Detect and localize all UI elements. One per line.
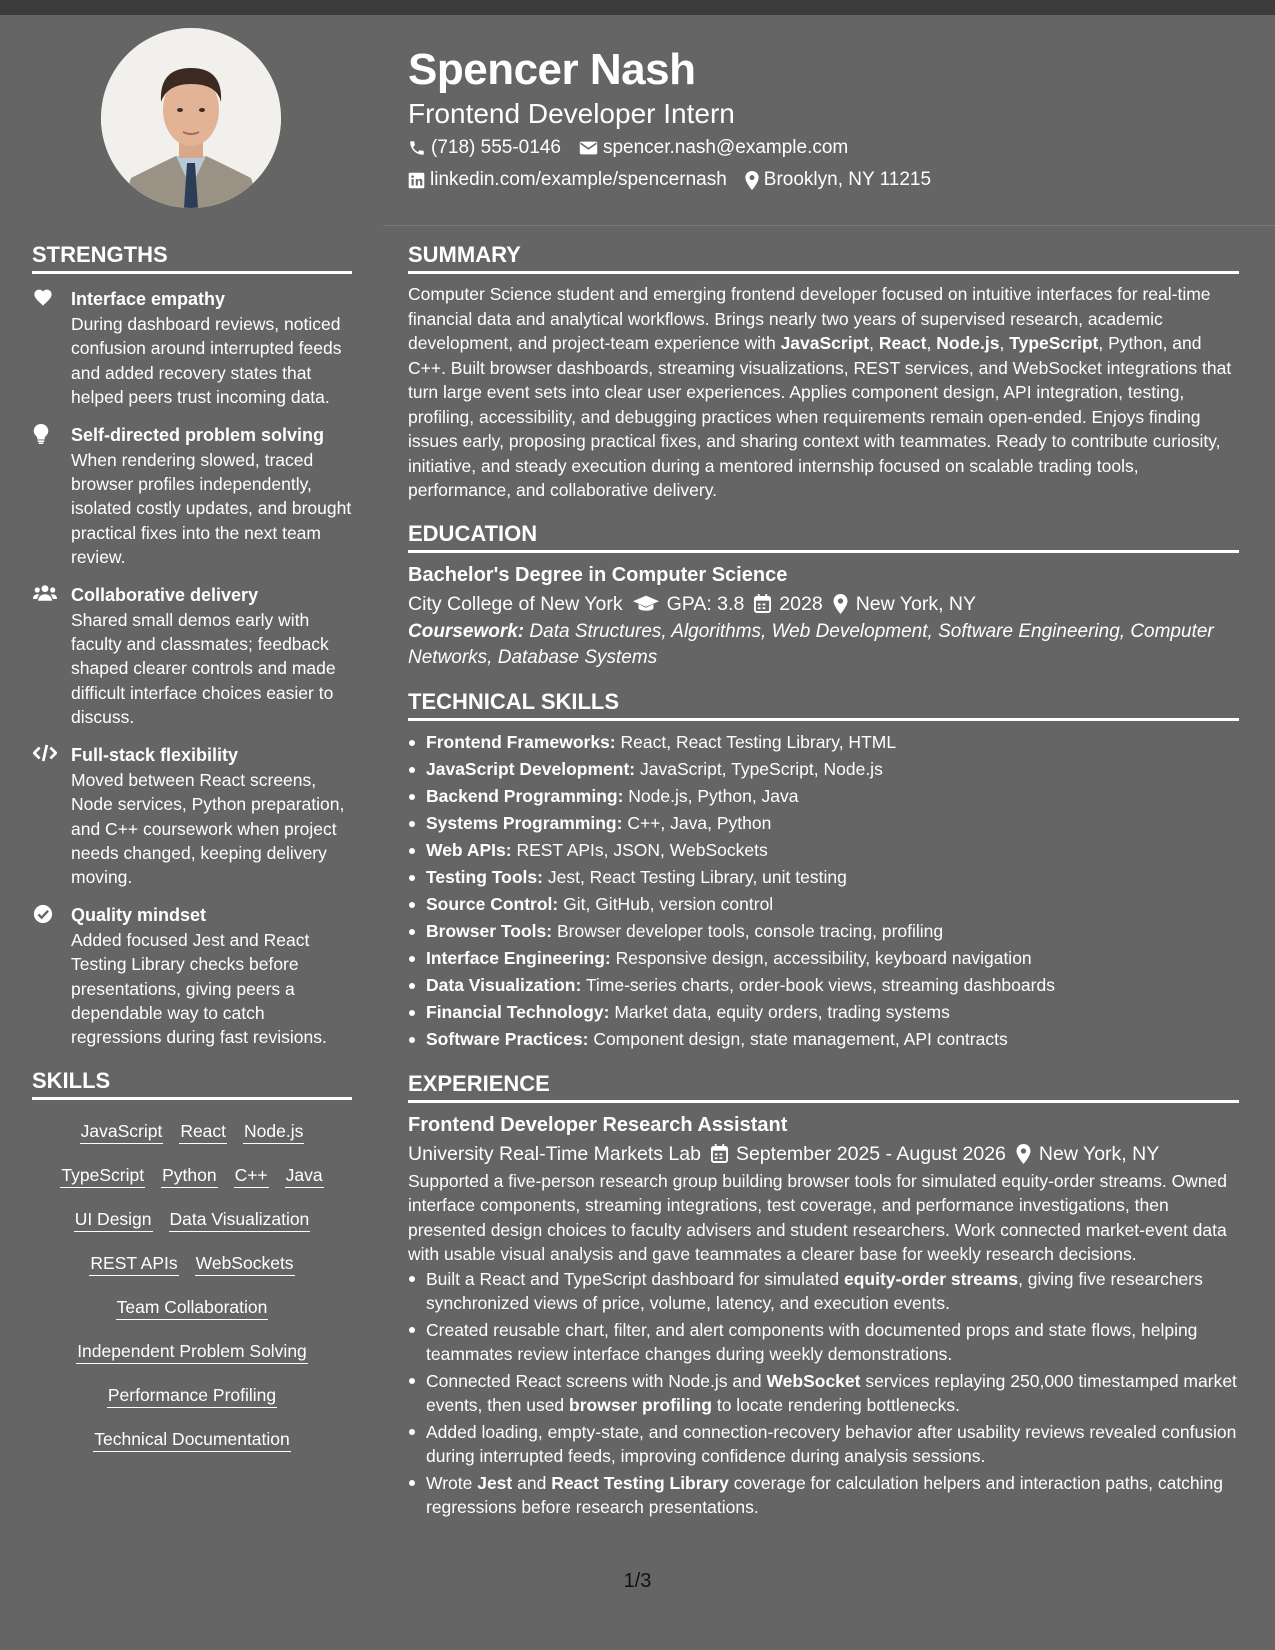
coursework: [408, 619, 1239, 671]
lightbulb-icon: [33, 424, 49, 444]
phone-icon: [408, 139, 426, 157]
skill-chip: Python: [161, 1163, 217, 1188]
skills-section: [32, 1066, 352, 1464]
job-org: University Real-Time Markets Lab: [408, 1142, 701, 1165]
list-item: Data Visualization: Time-series charts, order-book views, streaming dashboards: [408, 972, 1239, 999]
linkedin-icon: [408, 172, 425, 189]
strength-desc: Added focused Jest and React Testing Library checks before presentations, giving peers a dependable way to catch regressions during fast revisions.: [71, 929, 327, 1048]
map-pin-icon: [745, 171, 759, 190]
top-bar: [0, 0, 1275, 15]
list-item: Web APIs: REST APIs, JSON, WebSockets: [408, 837, 1239, 864]
coursework-list: Data Structures, Algorithms, Web Development, Software Engineering, Computer Networks, Database Systems: [408, 620, 1214, 668]
education-meta: [408, 589, 1239, 619]
experience-section: [408, 1069, 1239, 1520]
list-item: Systems Programming: C++, Java, Python: [408, 810, 1239, 837]
strength-item: [32, 742, 352, 890]
skill-chip: JavaScript: [80, 1119, 164, 1144]
strength-title: Self-directed problem solving: [71, 424, 325, 445]
summary-text: Computer Science student and emerging frontend developer focused on intuitive interfaces for real-time financial data and analytical workflows. Brings nearly two years of supervised research, academic development, and project-team experience with JavaScript, React, Node.js, TypeScript, Python, and C++. Built browser dashboards, streaming visualizations, REST services, and WebSocket integrations that turn large event sets into clear user experiences. Applies component design, API integration, testing, profiling, accessibility, and debugging practices when requirements remain open-ended. Enjoys finding issues early, proposing practical fixes, and sharing context with teammates. Ready to contribute curiosity, initiative, and steady execution during a mentored internship focused on scalable trading tools, performance, and collaborative delivery.: [408, 284, 1232, 500]
location-item: [745, 164, 931, 196]
strengths-title: STRENGTHS: [32, 240, 352, 274]
graduation-cap-icon: [633, 595, 659, 613]
skill-chip: REST APIs: [89, 1251, 178, 1276]
calendar-icon: [754, 594, 771, 613]
main-content: [408, 240, 1239, 1536]
list-item: Source Control: Git, GitHub, version control: [408, 891, 1239, 918]
strength-title: Quality mindset: [71, 904, 207, 925]
location-text: Brooklyn, NY 11215: [763, 169, 932, 190]
strength-title: Collaborative delivery: [71, 584, 259, 605]
list-item: Backend Programming: Node.js, Python, Java: [408, 783, 1239, 810]
list-item: Added loading, empty-state, and connection-recovery behavior after usability reviews revealed confusion during interrupted feeds, improving confidence during analysis sessions.: [408, 1420, 1239, 1469]
strength-desc: Shared small demos early with faculty and classmates; feedback shaped clearer controls and made difficult interface choices easier to discuss.: [71, 609, 336, 728]
list-item: Created reusable chart, filter, and alert components with documented props and state flows, helping teammates review interface changes during weekly demonstrations.: [408, 1318, 1239, 1367]
list-item: Software Practices: Component design, state management, API contracts: [408, 1026, 1239, 1053]
skill-chip: UI Design: [74, 1207, 153, 1232]
strength-item: [32, 902, 352, 1050]
strength-title: Full-stack flexibility: [71, 744, 239, 765]
summary-section: [408, 240, 1239, 503]
candidate-role: Frontend Developer Intern: [408, 98, 735, 129]
degree-title: Bachelor's Degree in Computer Science: [408, 563, 788, 586]
grad-year: 2028: [779, 592, 823, 615]
skill-chip: Node.js: [243, 1119, 304, 1144]
list-item: Interface Engineering: Responsive design, accessibility, keyboard navigation: [408, 945, 1239, 972]
technical-skills-list: [408, 729, 1239, 1053]
strength-item: [32, 286, 352, 410]
job-title: Frontend Developer Research Assistant: [408, 1113, 788, 1136]
header-divider: [383, 225, 1275, 226]
list-item: Connected React screens with Node.js and WebSocket services replaying 250,000 timestamped market events, then used browser profiling to locate rendering bottlenecks.: [408, 1369, 1239, 1418]
email-item[interactable]: [579, 132, 848, 164]
strength-title: Interface empathy: [71, 289, 226, 309]
code-icon: [33, 744, 57, 762]
list-item: Frontend Frameworks: React, React Testing Library, HTML: [408, 729, 1239, 756]
experience-bullets: [408, 1267, 1239, 1520]
strength-desc: Moved between React screens, Node services, Python preparation, and C++ coursework when project needs changed, keeping delivery moving.: [71, 769, 345, 888]
sidebar: [32, 240, 352, 1464]
job-dates: September 2025 - August 2026: [735, 1142, 1006, 1165]
strength-item: [32, 582, 352, 730]
linkedin-text: linkedin.com/example/spencernash: [430, 169, 727, 190]
candidate-name: Spencer Nash: [408, 45, 696, 94]
coursework-label: Coursework:: [408, 620, 525, 642]
heart-icon: [33, 288, 53, 306]
skill-chips: [32, 1112, 352, 1464]
education-section: [408, 519, 1239, 671]
contact-line-2: [408, 164, 1238, 196]
education-title: EDUCATION: [408, 519, 1239, 553]
skill-chip: Technical Documentation: [93, 1427, 291, 1452]
users-icon: [33, 584, 57, 602]
skill-chip: Team Collaboration: [116, 1295, 269, 1320]
envelope-icon: [579, 140, 598, 156]
summary-title: SUMMARY: [408, 240, 1239, 274]
check-circle-icon: [33, 904, 53, 924]
list-item: Wrote Jest and React Testing Library coverage for calculation helpers and interaction paths, catching regressions before research presentations.: [408, 1471, 1239, 1520]
skill-chip: WebSockets: [195, 1251, 295, 1276]
education-location: New York, NY: [855, 592, 976, 615]
header: [408, 42, 1238, 196]
calendar-icon: [711, 1144, 728, 1163]
map-pin-icon: [833, 594, 848, 614]
technical-skills-title: TECHNICAL SKILLS: [408, 687, 1239, 721]
skill-chip: React: [179, 1119, 227, 1144]
skill-chip: Independent Problem Solving: [76, 1339, 308, 1364]
map-pin-icon: [1016, 1144, 1031, 1164]
list-item: Built a React and TypeScript dashboard for simulated equity-order streams, giving five researchers synchronized views of price, volume, latency, and execution events.: [408, 1267, 1239, 1316]
skill-chip: TypeScript: [60, 1163, 145, 1188]
linkedin-item[interactable]: [408, 164, 727, 196]
technical-skills-section: [408, 687, 1239, 1053]
list-item: Financial Technology: Market data, equity orders, trading systems: [408, 999, 1239, 1026]
contact-line-1: [408, 132, 1238, 164]
school-name: City College of New York: [408, 592, 623, 615]
job-meta: [408, 1139, 1239, 1169]
list-item: Testing Tools: Jest, React Testing Library, unit testing: [408, 864, 1239, 891]
skill-chip: Performance Profiling: [107, 1383, 277, 1408]
job-description: Supported a five-person research group building browser tools for simulated equity-order streams. Owned interface components, streaming integrations, test coverage, and performance investigations, then presented design choices to faculty advisers and student researchers. Work connected market-event data with usable visual analysis and gave teammates a clearer base for weekly research decisions.: [408, 1170, 1228, 1264]
phone-item: [408, 132, 561, 164]
gpa-text: GPA: 3.8: [666, 592, 745, 615]
strength-desc: When rendering slowed, traced browser profiles independently, isolated costly updates, and brought practical fixes into the next team review.: [71, 449, 352, 568]
experience-title: EXPERIENCE: [408, 1069, 1239, 1103]
page-number: 1/3: [623, 1570, 652, 1592]
strength-desc: During dashboard reviews, noticed confusion around interrupted feeds and added recovery states that helped peers trust incoming data.: [71, 314, 342, 408]
job-location: New York, NY: [1038, 1142, 1160, 1165]
phone-text: (718) 555-0146: [431, 137, 561, 158]
list-item: Browser Tools: Browser developer tools, console tracing, profiling: [408, 918, 1239, 945]
skill-chip: C++: [234, 1163, 269, 1188]
profile-photo: [101, 28, 281, 208]
list-item: JavaScript Development: JavaScript, TypeScript, Node.js: [408, 756, 1239, 783]
skills-title: SKILLS: [32, 1066, 352, 1100]
strength-item: [32, 422, 352, 570]
email-text: spencer.nash@example.com: [602, 137, 849, 158]
skill-chip: Data Visualization: [169, 1207, 311, 1232]
skill-chip: Java: [285, 1163, 324, 1188]
